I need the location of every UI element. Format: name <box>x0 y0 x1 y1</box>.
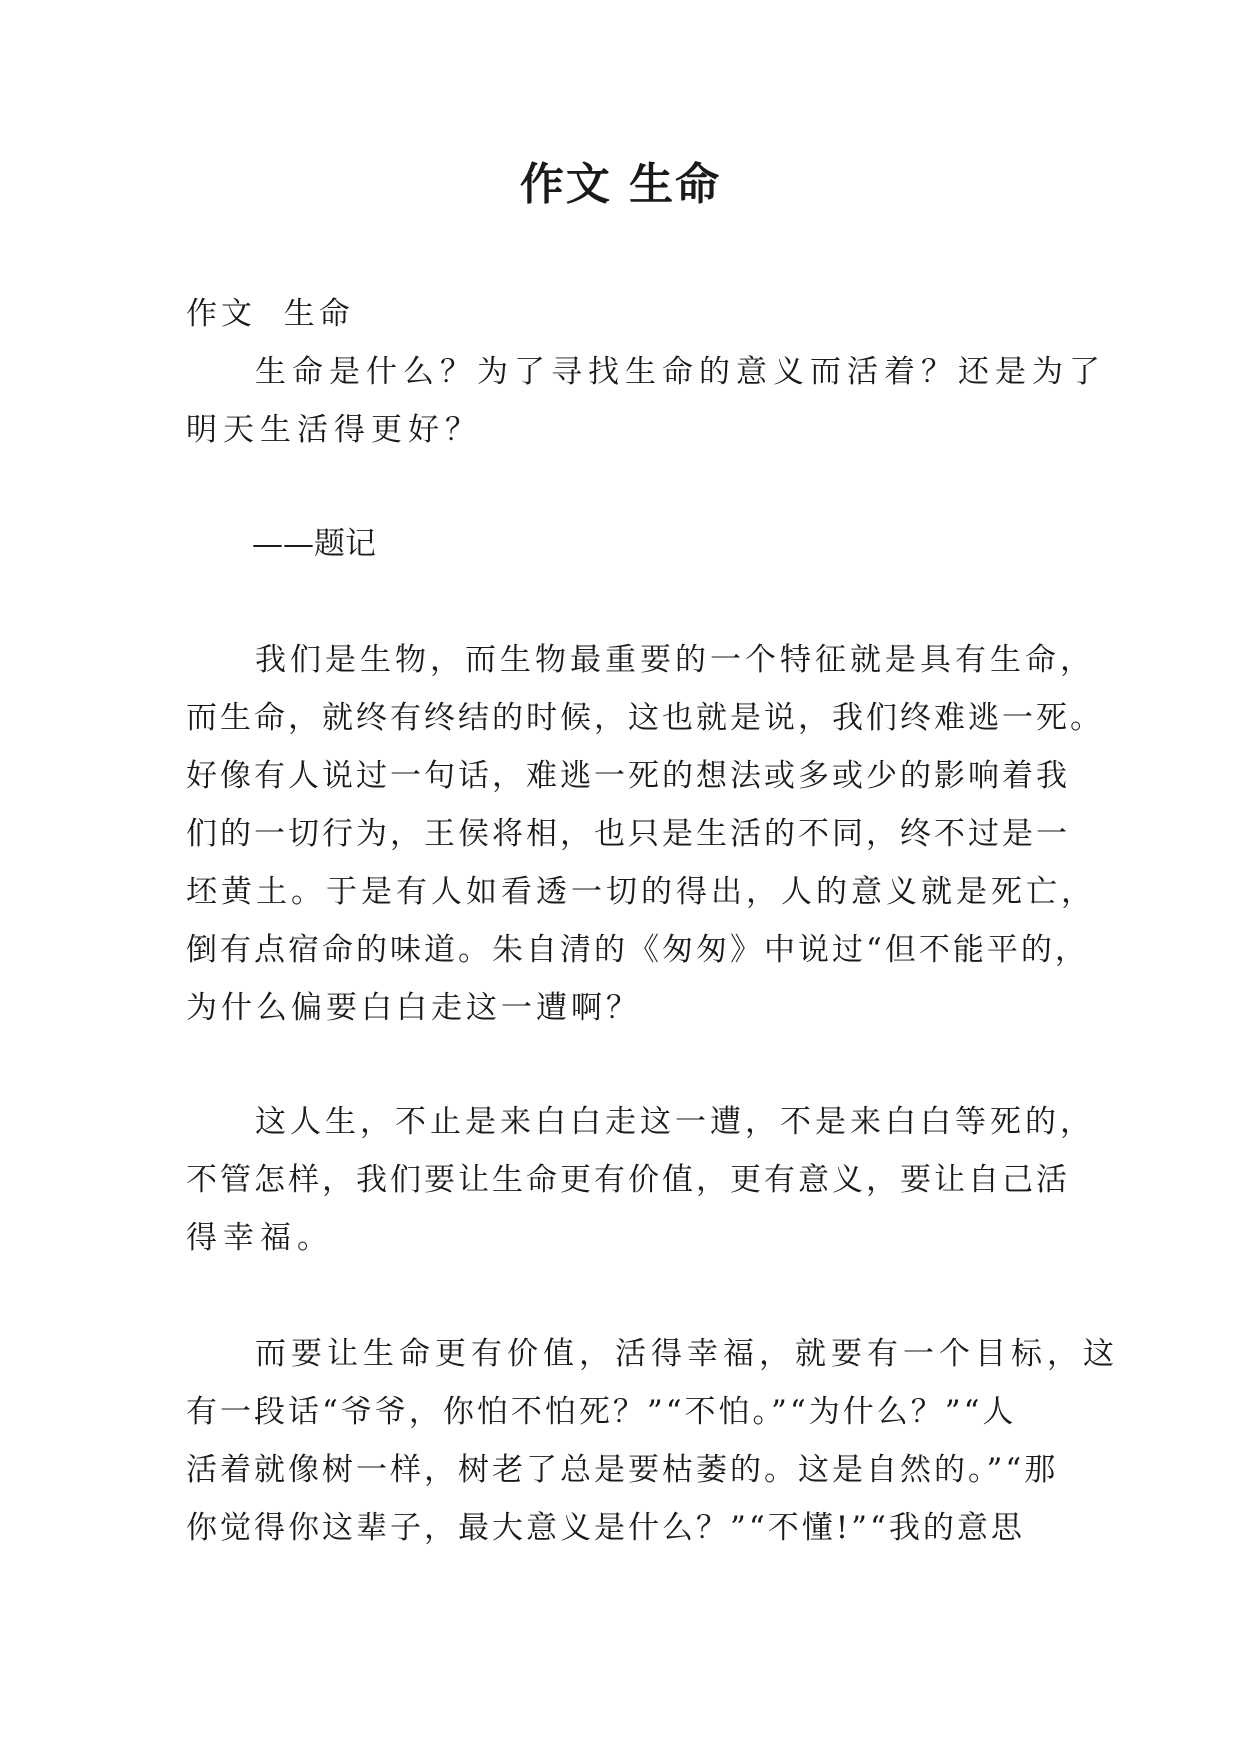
paragraph-line: 这人生，不止是来白白走这一遭，不是来白白等死的， <box>255 1104 1095 1140</box>
paragraph-line: 你觉得你这辈子，最大意义是什么？”“不懂!”“我的意思 <box>186 1510 1025 1546</box>
paragraph-line: 们的一切行为，王侯将相，也只是生活的不同，终不过是一 <box>186 816 1070 852</box>
paragraph-line: 不管怎样，我们要让生命更有价值，更有意义，要让自己活 <box>186 1162 1070 1198</box>
epigraph-attribution: ——题记 <box>252 526 376 562</box>
paragraph-line: 有一段话“爷爷，你怕不怕死？”“不怕。”“为什么？”“人 <box>186 1394 1017 1430</box>
paragraph-line: 为什么偏要白白走这一遭啊？ <box>186 990 641 1026</box>
paragraph-line: 而要让生命更有价值，活得幸福，就要有一个目标，这 <box>255 1336 1119 1372</box>
paragraph-line: 明天生活得更好？ <box>186 412 482 448</box>
body-heading: 作文 生命 <box>186 296 354 332</box>
paragraph-line: 活着就像树一样，树老了总是要枯萎的。这是自然的。”“那 <box>186 1452 1059 1488</box>
paragraph-line: 我们是生物，而生物最重要的一个特征就是具有生命， <box>255 642 1095 678</box>
paragraph-line: 倒有点宿命的味道。朱自清的《匆匆》中说过“但不能平的， <box>186 932 1089 968</box>
paragraph-line: 生命是什么？为了寻找生命的意义而活着？还是为了 <box>255 354 1106 390</box>
paragraph-line: 坯黄土。于是有人如看透一切的得出，人的意义就是死亡， <box>186 874 1096 910</box>
paragraph-line: 好像有人说过一句话，难逃一死的想法或多或少的影响着我 <box>186 758 1070 794</box>
paragraph-line: 得幸福。 <box>186 1220 334 1256</box>
paragraph-line: 而生命，就终有终结的时候，这也就是说，我们终难逃一死。 <box>186 700 1104 736</box>
document-title: 作文 生命 <box>519 159 722 210</box>
